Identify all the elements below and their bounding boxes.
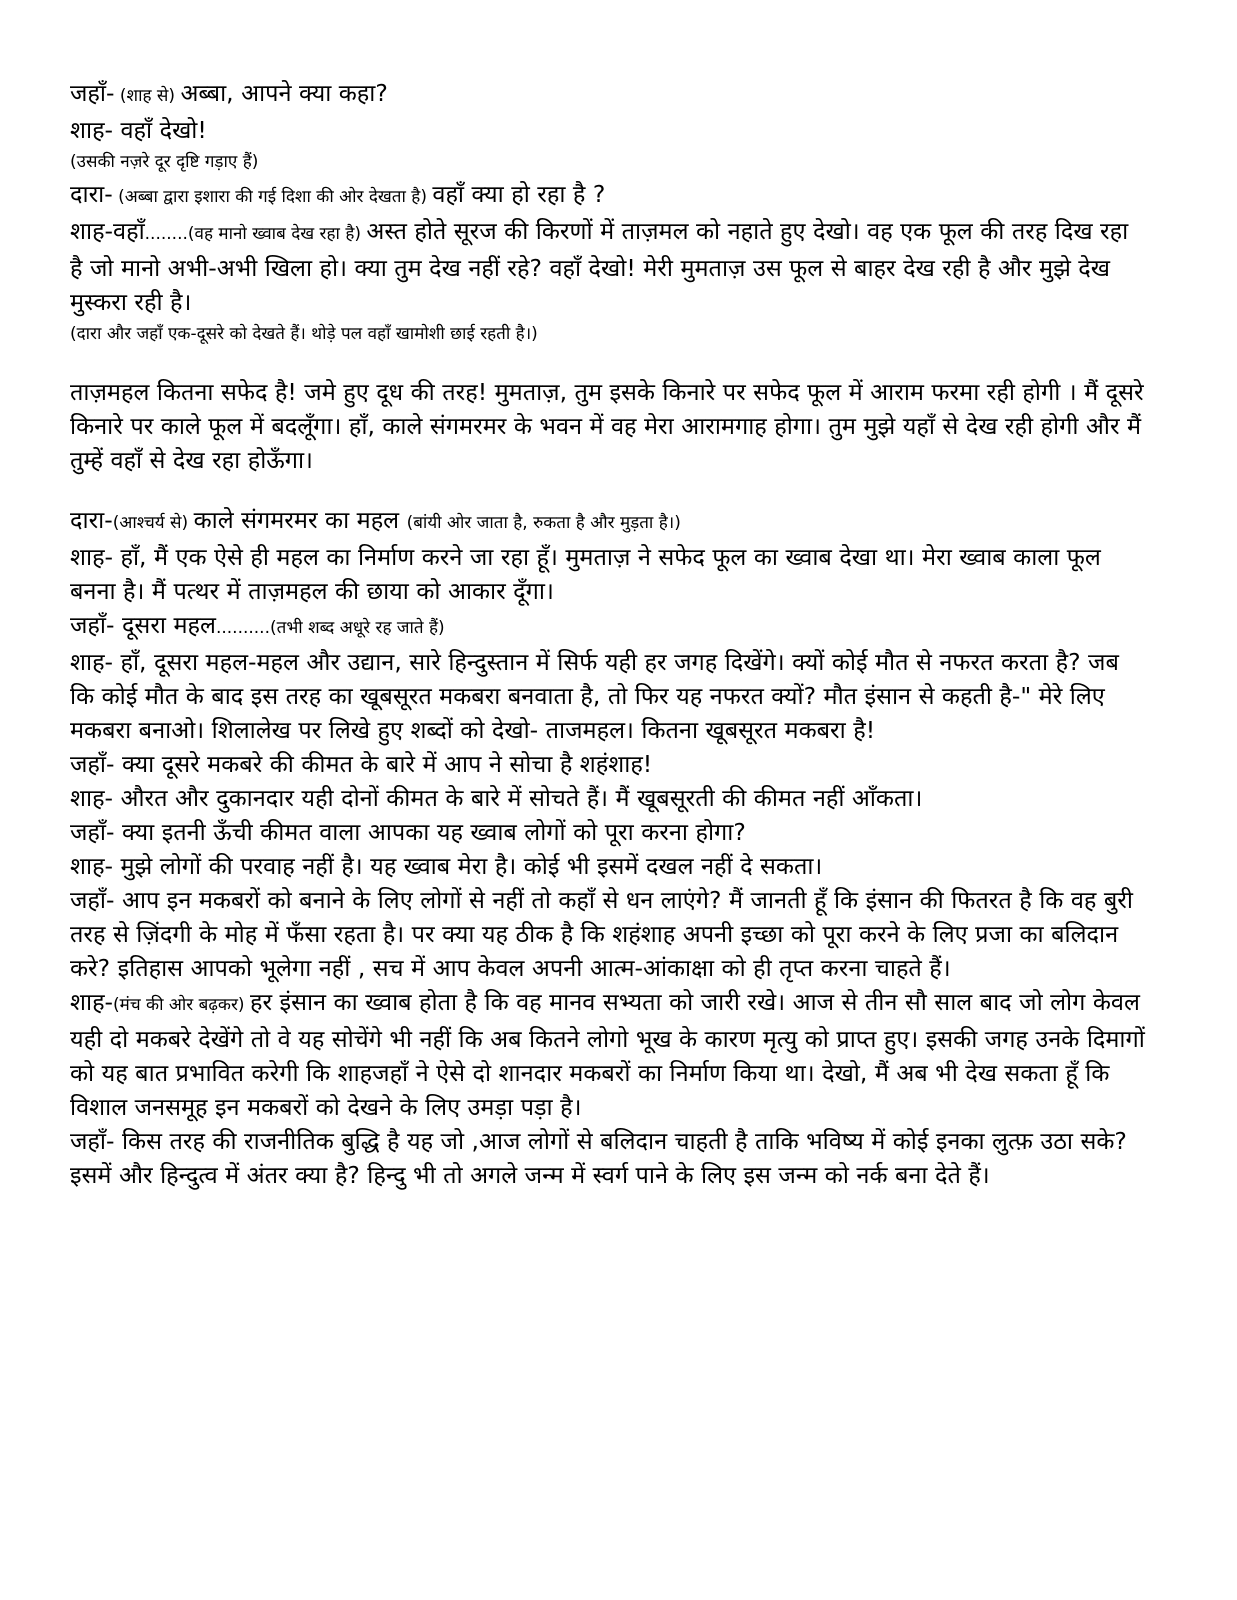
speaker-label: शाह-वहाँ (70, 217, 145, 245)
dialogue-line: शाह- मुझे लोगों की परवाह नहीं है। यह ख्वाब मेरा है। कोई भी इसमें दखल नहीं दे सकता। (70, 852, 823, 880)
dialogue-line: शाह- हाँ, मैं एक ऐसे ही महल का निर्माण करने जा रहा हूँ। मुमताज़ ने सफेद फूल का ख्वाब देखा था। मेरा ख्वाब काला फूल बनना है। मैं पत्थर में ताज़महल की छाया को आकार दूँगा। (70, 543, 1101, 605)
dialogue-line (70, 503, 1147, 540)
dialogue-line (70, 76, 1147, 113)
stage-direction: (आश्चर्य से) (112, 513, 194, 533)
speaker-label: शाह- (70, 988, 114, 1016)
dialogue-line (70, 985, 1147, 1124)
dialogue-line: जहाँ- क्या दूसरे मकबरे की कीमत के बारे में आप ने सोचा है शहंशाह! (70, 750, 653, 778)
stage-direction: (दारा और जहाँ एक-दूसरे को देखते हैं। थोड़े पल वहाँ खामोशी छाई रहती है।) (70, 324, 538, 344)
dialogue-text: काले संगमरमर का महल (193, 506, 407, 534)
speaker-label: जहाँ- (70, 79, 115, 107)
dialogue-text: हर इंसान का ख्वाब होता है कि वह मानव सभ्यता को जारी रखे। आज से तीन सौ साल बाद जो लोग केवल यही दो मकबरे देखेंगे तो वे यह सोचेंगे भी नहीं कि अब कितने लोगो भूख के कारण मृत्यु को प्राप्त हुए। इसकी जगह उनके दिमागों को यह बात प्रभावित करेगी कि शाहजहाँ ने ऐसे दो शानदार मकबरों का निर्माण किया था। देखो, मैं अब भी देख सकता हूँ कि विशाल जनसमूह इन मकबरों को देखने के लिए उमड़ा पड़ा है। (70, 988, 1145, 1121)
stage-direction: (मंच की ओर बढ़कर) (113, 995, 250, 1015)
speaker-label: दारा- (70, 180, 113, 208)
dialogue-line: जहाँ- आप इन मकबरों को बनाने के लिए लोगों से नहीं तो कहाँ से धन लाएंगे? मैं जानती हूँ कि इंसान की फितरत है कि वह बुरी तरह से ज़िंदगी के मोह में फँसा रहता है। पर क्या यह ठीक है कि शहंशाह अपनी इच्छा को पूरा करने के लिए प्रजा का बलिदान करे? इतिहास आपको भूलेगा नहीं , सच में आप केवल अपनी आत्म-आंकाक्षा को ही तृप्त करना चाहते हैं। (70, 886, 1133, 982)
dialogue-line (70, 608, 1147, 645)
stage-direction: ..........(तभी शब्द अधूरे रह जाते हैं) (215, 618, 445, 638)
dialogue-line (70, 177, 1147, 214)
stage-direction: (अब्बा द्वारा इशारा की गई दिशा की ओर देखता है) (112, 187, 433, 207)
dialogue-line: जहाँ- क्या इतनी ऊँची कीमत वाला आपका यह ख्वाब लोगों को पूरा करना होगा? (70, 818, 746, 846)
stage-direction: (बांयी ओर जाता है, रुकता है और मुड़ता है।) (406, 513, 681, 533)
dialogue-line: शाह- औरत और दुकानदार यही दोनों कीमत के बारे में सोचते हैं। मैं खूबसूरती की कीमत नहीं आँकता। (70, 784, 923, 812)
dialogue-text: अब्बा, आपने क्या कहा? (180, 79, 388, 107)
dialogue-line (70, 214, 1147, 319)
speaker-label: दारा- (70, 506, 113, 534)
paragraph: ताज़महल कितना सफेद है! जमे हुए दूध की तरह! मुमताज़, तुम इसके किनारे पर सफेद फूल में आराम फरमा रही होगी । मैं दूसरे किनारे पर काले फूल में बदलूँगा। हाँ, काले संगमरमर के भवन में वह मेरा आरामगाह होगा। तुम मुझे यहाँ से देख रही होगी और मैं तुम्हें वहाँ से देख रहा होऊँगा। (70, 378, 1144, 474)
stage-direction: ........(वह मानो ख्वाब देख रहा है) (144, 224, 367, 244)
stage-direction: (उसकी नज़रे दूर दृष्टि गड़ाए हैं) (70, 152, 259, 172)
dialogue-line: शाह- हाँ, दूसरा महल-महल और उद्यान, सारे हिन्दुस्तान में सिर्फ यही हर जगह दिखेंगे। क्यों कोई मौत से नफरत करता है? जब कि कोई मौत के बाद इस तरह का खूबसूरत मकबरा बनवाता है, तो फिर यह नफरत क्यों? मौत इंसान से कहती है-" मेरे लिए मकबरा बनाओ। शिलालेख पर लिखे हुए शब्दों को देखो- ताजमहल। कितना खूबसूरत मकबरा है! (70, 648, 1119, 744)
dialogue-text: अस्त होते सूरज की किरणों में ताज़मल को नहाते हुए देखो। वह एक फूल की तरह दिख रहा है जो मानो अभी-अभी खिला हो। क्या तुम देख नहीं रहे? वहाँ देखो! मेरी मुमताज़ उस फूल से बाहर देख रही है और मुझे देख मुस्करा रही है। (70, 217, 1129, 316)
dialogue-text: वहाँ क्या हो रहा है ? (432, 180, 606, 208)
dialogue-line: जहाँ- किस तरह की राजनीतिक बुद्धि है यह जो ,आज लोगों से बलिदान चाहती है ताकि भविष्य में कोई इनका लुत्फ़ उठा सके? इसमें और हिन्दुत्व में अंतर क्या है? हिन्दु भी तो अगले जन्म में स्वर्ग पाने के लिए इस जन्म को नर्क बना देते हैं। (70, 1127, 1127, 1189)
dialogue-text: जहाँ- दूसरा महल (70, 611, 216, 639)
stage-direction: (शाह से) (114, 86, 181, 106)
dialogue-line: शाह- वहाँ देखो! (70, 116, 207, 144)
